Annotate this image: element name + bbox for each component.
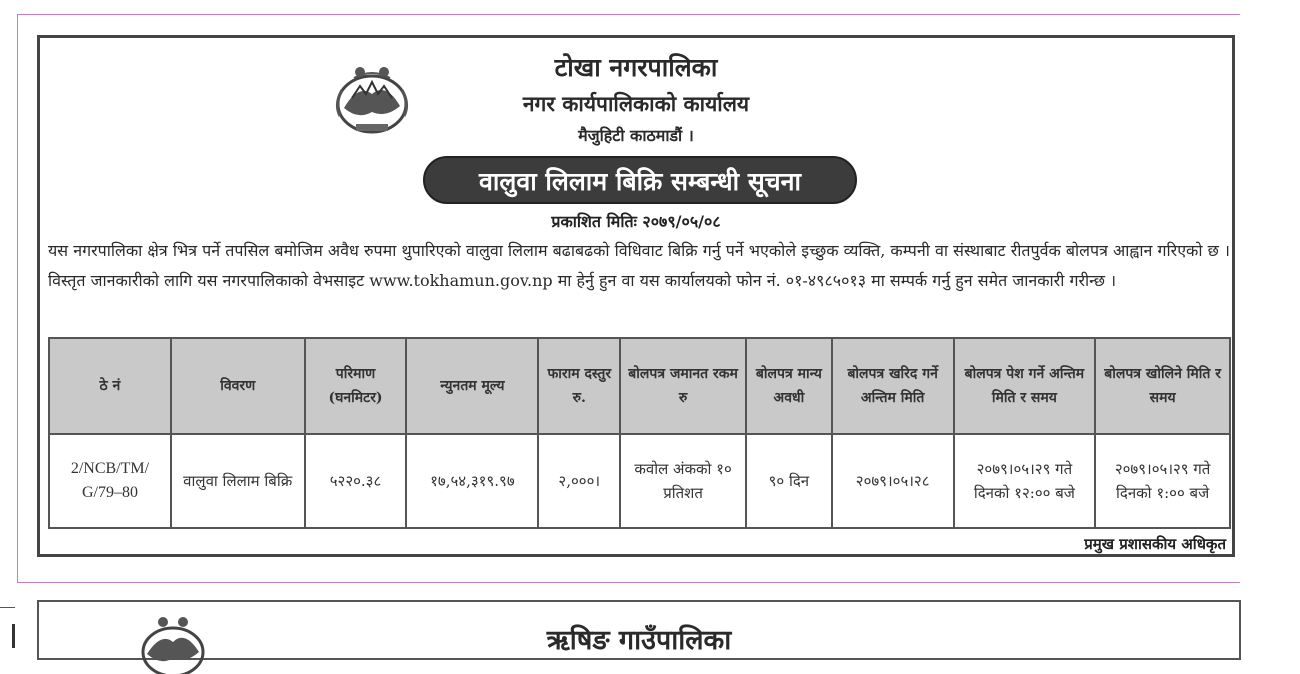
bid-table	[48, 337, 1231, 529]
published-date: प्रकाशित मितिः २०७९/०५/०८	[551, 212, 721, 231]
notice-body: यस नगरपालिका क्षेत्र भित्र पर्ने तपसिल बमोजिम अवैध रुपमा थुपारिएको वालुवा लिलाम बढाबढको विधिवाट बिक्रि गर्नु पर्ने भएकोले इच्छुक व्यक्ति, कम्पनी वा संस्थाबाट रीतपुर्वक बोलपत्र आह्वान गरिएको छ । विस्तृत जानकारीको लागि यस नगरपालिकाको वेभसाइट www.tokhamun.gov.np मा हेर्नु हुन वा यस कार्यालयको फोन नं. ०१-४९८५०१३ मा सम्पर्क गर्नु हुन समेत जानकारी गरीन्छ ।	[48, 241, 1230, 290]
page-rule-left	[17, 14, 18, 582]
header-min-price: न्युनतम मूल्य	[406, 338, 538, 434]
cell-contract-no: 2/NCB/TM/ G/79–80	[49, 434, 171, 528]
crop-mark-tick	[12, 624, 15, 648]
header-validity: बोलपत्र मान्य अवधी	[746, 338, 832, 434]
page-rule-bottom	[17, 582, 1240, 583]
cell-submission-deadline: २०७९।०५।२९ गते दिनको १२:०० बजे	[954, 434, 1096, 528]
page-rule-top	[17, 14, 1240, 15]
crop-mark	[0, 607, 15, 608]
cell-opening-date: २०७९।०५।२९ गते दिनको १:०० बजे	[1095, 434, 1230, 528]
signature: प्रमुख प्रशासकीय अधिकृत	[1084, 535, 1226, 553]
table-row	[49, 434, 1230, 528]
header-form-fee: फाराम दस्तुर रु.	[538, 338, 620, 434]
cell-min-price: १७,५४,३१९.९७	[406, 434, 538, 528]
org-name: टोखा नगरपालिका	[554, 53, 718, 82]
office-address: मैजुहिटी काठमाडौं ।	[578, 126, 694, 145]
tokha-notice	[37, 35, 1235, 557]
cell-validity: ९० दिन	[746, 434, 832, 528]
header-contract-no: ठे नं	[49, 338, 171, 434]
cell-purchase-deadline: २०७९।०५।२८	[832, 434, 954, 528]
header-opening-date: बोलपत्र खोलिने मिति र समय	[1095, 338, 1230, 434]
cell-description: वालुवा लिलाम बिक्रि	[171, 434, 305, 528]
notice-title: वालुवा लिलाम बिक्रि सम्बन्धी सूचना	[423, 156, 857, 204]
next-notice	[37, 600, 1241, 660]
cell-bid-security: कवोल अंकको १० प्रतिशत	[620, 434, 746, 528]
header-quantity: परिमाण (घनमिटर)	[305, 338, 407, 434]
header-bid-security: बोलपत्र जमानत रकम रु	[620, 338, 746, 434]
header-purchase-deadline: बोलपत्र खरिद गर्ने अन्तिम मिति	[832, 338, 954, 434]
table-header-row	[49, 338, 1230, 434]
header-submission-deadline: बोलपत्र पेश गर्ने अन्तिम मिति र समय	[954, 338, 1096, 434]
office-name: नगर कार्यपालिकाको कार्यालय	[522, 91, 750, 116]
cell-form-fee: २,०००।	[538, 434, 620, 528]
cell-quantity: ५२२०.३८	[305, 434, 407, 528]
next-org-name: ऋषिङ गाउँपालिका	[546, 625, 732, 656]
header-description: विवरण	[171, 338, 305, 434]
